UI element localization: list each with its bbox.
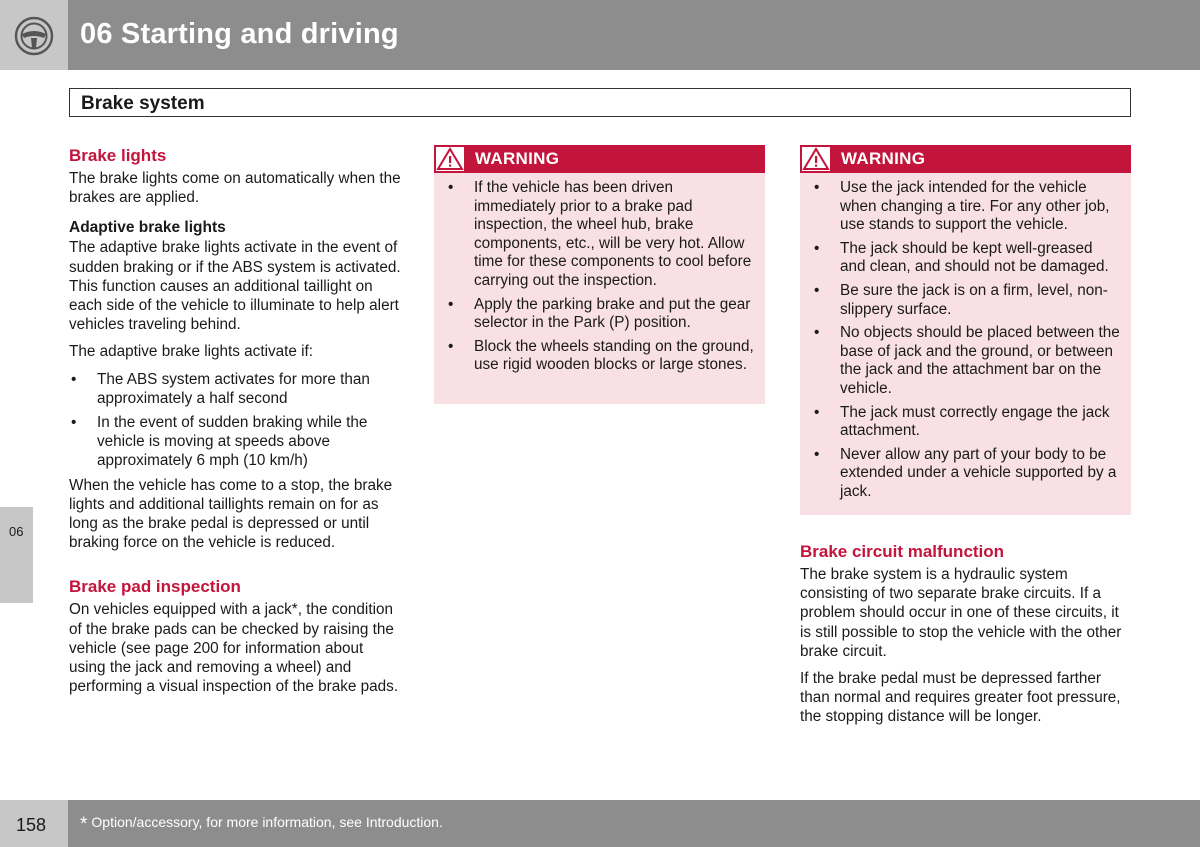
warning-title: WARNING — [475, 149, 560, 168]
footnote-star: * — [80, 814, 88, 835]
page-number: 158 — [16, 815, 47, 835]
steering-wheel-icon — [14, 16, 54, 56]
bullet-icon: • — [814, 403, 820, 421]
bullet-icon: • — [814, 445, 820, 463]
list-item: • The jack must correctly engage the jack attachment. — [814, 403, 1110, 440]
bullet-icon: • — [814, 281, 820, 299]
warning-header — [434, 145, 765, 173]
brake-circuit-heading: Brake circuit malfunction — [800, 542, 1005, 561]
bullet-icon: • — [814, 324, 820, 342]
warning-triangle-icon — [802, 147, 830, 171]
warning-list — [800, 173, 1131, 502]
list-item: • Use the jack intended for the vehicle when changing a tire. For any other job, use stands to support the vehicle. — [814, 179, 1110, 234]
brake-lights-heading: Brake lights — [69, 146, 167, 165]
brake-pad-inspection-paragraph: On vehicles equipped with a jack*, the condition of the brake pads can be checked by raising the vehicle (see page 200 for information about using the jack and removing a wheel) and performing a visual inspection of the brake pads. — [69, 601, 399, 696]
header-left-block — [0, 0, 68, 70]
bullet-icon: • — [814, 239, 820, 257]
right-column — [800, 541, 1133, 727]
list-item: • Be sure the jack is on a firm, level, non-slippery surface. — [814, 281, 1108, 318]
brake-pedal-paragraph: If the brake pedal must be depressed farther than normal and requires greater foot pressure, the stopping distance will be longer. — [800, 670, 1121, 726]
section-title-box — [69, 88, 1131, 117]
warning-title: WARNING — [841, 149, 926, 168]
bullet-icon: • — [448, 179, 454, 196]
list-item: • The ABS system activates for more than approximately a half second — [71, 370, 370, 407]
list-item: • If the vehicle has been driven immediately prior to a brake pad inspection, the wheel hub, brake components, etc., will be very hot. Allow time for these components to cool before carrying out the inspection. — [448, 179, 752, 289]
vehicle-stop-paragraph: When the vehicle has come to a stop, the brake lights and additional taillights remain on for as long as the brake pedal is depressed or until braking force on the vehicle is reduced. — [69, 476, 393, 552]
section-title: Brake system — [81, 93, 205, 114]
adaptive-brake-lights-heading: Adaptive brake lights — [69, 219, 226, 237]
bullet-icon: • — [448, 295, 454, 313]
warning-box-brake-pads — [434, 145, 765, 404]
bullet-icon: • — [814, 179, 820, 196]
warning-triangle-icon — [436, 147, 464, 171]
warning-list — [434, 173, 765, 375]
list-item: • No objects should be placed between the base of jack and the ground, or between the jack and the attachment bar on the vehicle. — [814, 324, 1120, 397]
warning-header — [800, 145, 1131, 173]
chapter-side-tab-label: 06 — [9, 524, 24, 539]
left-column — [69, 145, 403, 696]
bullet-icon: • — [71, 370, 77, 388]
bullet-icon: • — [71, 414, 77, 432]
list-item: • Block the wheels standing on the ground, use rigid wooden blocks or large stones. — [448, 337, 754, 374]
brake-circuit-paragraph: The brake system is a hydraulic system consisting of two separate brake circuits. If a problem should occur in one of these circuits, it is still possible to stop the vehicle with the other brake circuit. — [800, 566, 1122, 660]
adaptive-brake-lights-condition: The adaptive brake lights activate if: — [69, 343, 314, 361]
list-item: • The jack should be kept well-greased and clean, and should not be damaged. — [814, 239, 1109, 276]
list-item: • In the event of sudden braking while the vehicle is moving at speeds above approximately 6 mph (10 km/h) — [71, 414, 368, 470]
list-item: • Apply the parking brake and put the gear selector in the Park (P) position. — [448, 295, 751, 332]
adaptive-brake-lights-paragraph: The adaptive brake lights activate in the event of sudden braking or if the ABS system is activated. This function causes an additional taillight on each side of the vehicle to illuminate to help alert vehicles traveling behind. — [69, 239, 401, 334]
brake-lights-paragraph: The brake lights come on automatically when the brakes are applied. — [69, 170, 401, 207]
bullet-icon: • — [448, 337, 454, 355]
warning-box-jack — [800, 145, 1131, 515]
footnote — [80, 814, 443, 836]
footnote-text: Option/accessory, for more information, see Introduction. — [91, 814, 443, 830]
brake-pad-inspection-heading: Brake pad inspection — [69, 577, 241, 597]
chapter-side-tab — [0, 507, 33, 603]
list-item: • Never allow any part of your body to be extended under a vehicle supported by a jack. — [814, 445, 1117, 500]
adaptive-conditions-list — [69, 370, 403, 471]
chapter-title: 06 Starting and driving — [80, 18, 399, 50]
